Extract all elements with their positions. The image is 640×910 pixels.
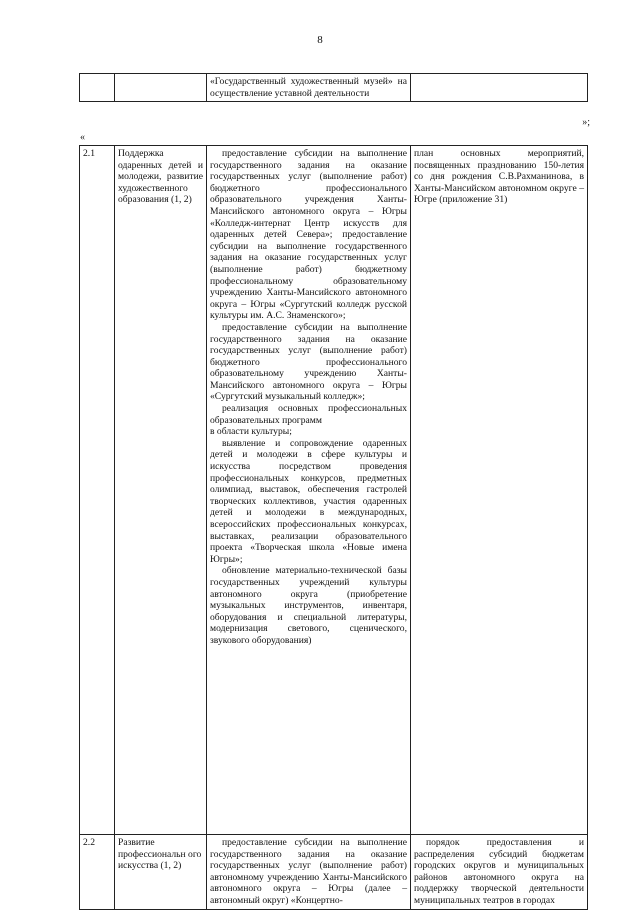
document-name: план основных мероприятий, посвященных празднованию 150-летия со дня рождения С.В.Рахманинова, в Ханты-Мансийском автономном округе – Югре (приложение 31) (411, 146, 588, 835)
table-cell (80, 74, 115, 102)
measures-table (79, 145, 588, 910)
action-paragraph: предоставление субсидии на выполнение государственного задания на оказание государственных услуг (выполнение работ) автономному учреждению Ханты-Мансийского автономного округа – Югры (далее – автономный округ) «Концертно- (210, 837, 407, 906)
page-number: 8 (317, 34, 323, 46)
table-cell-text: «Государственный художественный музей» на осуществление уставной деятельности (207, 74, 411, 102)
top-table (79, 73, 588, 102)
row-number: 2.2 (80, 835, 115, 910)
table-cell (411, 74, 588, 102)
table-row (80, 835, 588, 910)
action-paragraph: предоставление субсидии на выполнение государственного задания на оказание государственных услуг (выполнение работ) бюджетного профессионального образовательного учреждения Ханты-Мансийского автономного округа – Югры «Колледж-интернат Центр искусств для одаренных детей Севера»; предоставление субсидии на выполнение государственного задания на оказание государственных услуг (выполнение работ) бюджетному профессиональному образовательному учреждению Ханты-Мансийского автономного округа – Югры «Сургутский колледж русской культуры им. А.С. Знаменского»; (210, 148, 407, 322)
actions-cell (207, 835, 411, 910)
measure-name: Развитие профессиональн ого искусства (1, 2) (115, 835, 207, 910)
row-number: 2.1 (80, 146, 115, 835)
actions-cell (207, 146, 411, 835)
document-name (411, 835, 588, 910)
table-row (80, 74, 588, 102)
action-paragraph: реализация основных профессиональных образовательных программ (210, 403, 407, 426)
table-cell (115, 74, 207, 102)
table-row (80, 146, 588, 835)
measure-name: Поддержка одаренных детей и молодежи, развитие художественного образования (1, 2) (115, 146, 207, 835)
closing-quote: »; (582, 117, 590, 128)
opening-quote: « (80, 132, 85, 143)
action-paragraph: выявление и сопровождение одаренных детей и молодежи в сфере культуры и искусства посредством проведения профессиональных конкурсов, предметных олимпиад, выставок, обеспечения гастролей творческих коллективов, участия одаренных детей и молодежи в международных, всероссийских профессиональных конкурсах, выставках, реализации образовательного проекта «Творческая школа «Новые имена Югры»; (210, 437, 407, 565)
action-paragraph: предоставление субсидии на выполнение государственного задания на оказание государственных услуг (выполнение работ) бюджетного профессионального образовательному учреждению Ханты-Мансийского автономного округа – Югры «Сургутский музыкальный колледж»; (210, 321, 407, 403)
action-paragraph: в области культуры; (210, 426, 292, 438)
document-text: порядок предоставления и распределения субсидий бюджетам городских округов и муниципальных районов автономного округа на поддержку творческой деятельности муниципальных театров в городах (414, 837, 584, 906)
action-paragraph: обновление материально-технической базы государственных учреждений культуры автономного округа (приобретение музыкальных инструментов, инвентаря, оборудования и специальной литературы, модернизация светового, сценического, звукового оборудования) (210, 565, 407, 646)
